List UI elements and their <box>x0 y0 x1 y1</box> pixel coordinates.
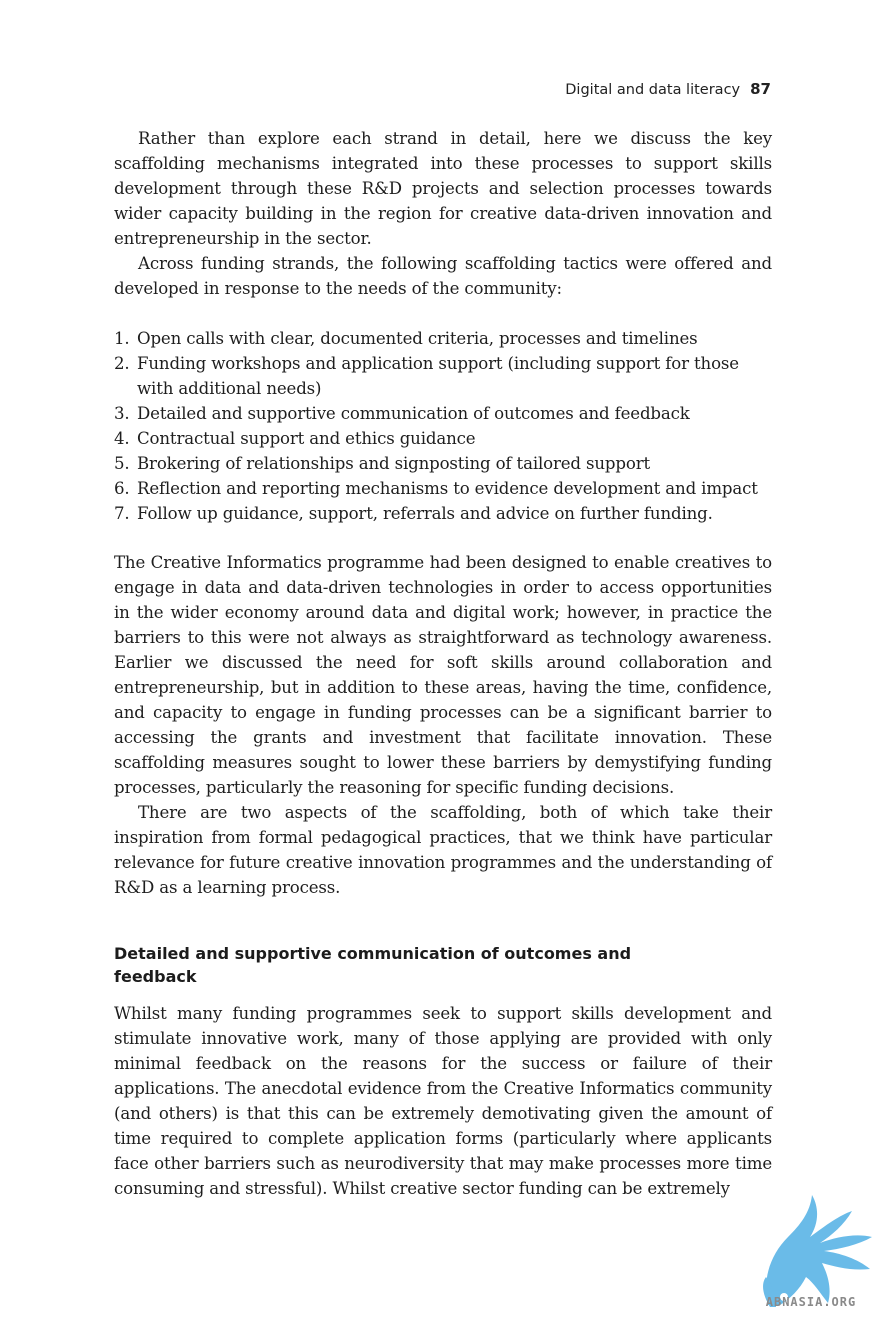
list-item-number: 1. <box>114 329 130 348</box>
list-item-text: Open calls with clear, documented criteria, processes and timelines <box>137 329 698 348</box>
list-item-text: Detailed and supportive communication of outcomes and feedback <box>137 404 690 423</box>
paragraph-intro-2: Across funding strands, the following scaffolding tactics were offered and developed in response to the needs of the community: <box>114 254 772 298</box>
list-item <box>114 451 774 476</box>
list-item-number: 5. <box>114 454 130 473</box>
watermark-text: ABNASIA.ORG <box>765 1295 857 1309</box>
main-text-block <box>114 550 772 900</box>
list-item-text: Reflection and reporting mechanisms to evidence development and impact <box>137 479 758 498</box>
list-item-number: 7. <box>114 504 130 523</box>
section-text-block <box>114 1001 772 1201</box>
list-item-text: Contractual support and ethics guidance <box>137 429 476 448</box>
intro-text-block <box>114 126 772 301</box>
list-item <box>114 501 774 526</box>
list-item-number: 2. <box>114 354 130 373</box>
paragraph-main-2: There are two aspects of the scaffolding, both of which take their inspiration from formal pedagogical practices, that we think have particular relevance for future creative innovation programmes and the understanding of R&D as a learning process. <box>114 803 772 897</box>
list-item-number: 6. <box>114 479 130 498</box>
list-item-text: Brokering of relationships and signposting of tailored support <box>137 454 651 473</box>
running-title: Digital and data literacy <box>565 82 741 98</box>
list-item <box>114 351 774 401</box>
section-heading: Detailed and supportive communication of outcomes and feedback <box>114 944 632 986</box>
paragraph-intro-1: Rather than explore each strand in detail, here we discuss the key scaffolding mechanisms integrated into these processes to support skills development through these R&D projects and selection processes towards wider capacity building in the region for creative data-driven innovation and entrepreneurship in the sector. <box>114 129 772 248</box>
list-item <box>114 426 774 451</box>
list-item <box>114 401 774 426</box>
list-item-text: Follow up guidance, support, referrals and advice on further funding. <box>137 504 713 523</box>
paragraph-main-1: The Creative Informatics programme had been designed to enable creatives to engage in data and data-driven technologies in order to access opportunities in the wider economy around data and digital work; however, in practice the barriers to this were not always as straightforward as technology awareness. Earlier we discussed the need for soft skills around collaboration and entrepreneurship, but in addition to these areas, having the time, confidence, and capacity to engage in funding processes can be a significant barrier to accessing the grants and investment that facilitate innovation. These scaffolding measures sought to lower these barriers by demystifying funding processes, particularly the reasoning for specific funding decisions. <box>114 553 772 797</box>
list-item <box>114 326 774 351</box>
list-item <box>114 476 774 501</box>
paragraph-section-1: Whilst many funding programmes seek to support skills development and stimulate innovative work, many of those applying are provided with only minimal feedback on the reasons for the success or failure of their applications. The anecdotal evidence from the Creative Informatics community (and others) is that this can be extremely demotivating given the amount of time required to complete application forms (particularly where applicants face other barriers such as neurodiversity that may make processes more time consuming and stressful). Whilst creative sector funding can be extremely <box>114 1004 772 1198</box>
list-item-number: 3. <box>114 404 130 423</box>
list-item-number: 4. <box>114 429 130 448</box>
scaffolding-tactics-list <box>114 326 774 526</box>
list-item-text: Funding workshops and application support (including support for those with additional needs) <box>137 354 739 398</box>
page-number: 87 <box>750 80 771 98</box>
running-head <box>565 80 771 98</box>
